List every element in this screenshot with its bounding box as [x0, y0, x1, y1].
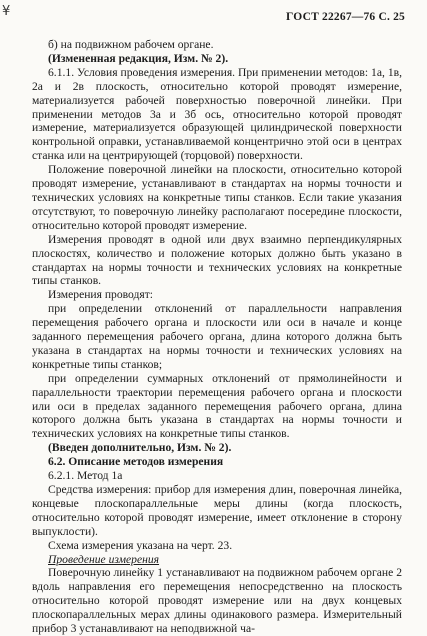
list-item-b: б) на подвижном рабочем органе. [48, 38, 214, 51]
document-body [32, 38, 402, 636]
paragraph-scheme: Схема измерения указана на черт. 23. [48, 538, 233, 552]
page-header: ГОСТ 22267—76 С. 25 [286, 11, 405, 23]
amendment-note-added: (Введен дополнительно, Изм. № 2). [48, 441, 232, 455]
paragraph-parallelism: при определении отклонений от параллельности направления перемещения рабочего органа и плоскости или оси в начале и конце заданного перемещения рабочего органа, длина которого должна быть указана в стандартах на нормы точности и технических условиях на конкретные типы станков; [32, 302, 402, 371]
subheading-procedure: Проведение измерения [48, 552, 160, 566]
amendment-note: (Измененная редакция, Изм. № 2). [48, 51, 229, 65]
paragraph-straightness: при определении суммарных отклонений от прямолинейности и параллельности траектории перемещения рабочего органа и плоскости или оси в пределах заданного перемещения рабочего органа, длина которого должна быть указана в стандартах на нормы точности и технических условиях на конкретные типы станков. [32, 371, 402, 441]
paragraph-ruler-position: Положение поверочной линейки на плоскости, относительно которой проводят измерение, устанавливают в стандартах на нормы точности и технических условиях на конкретные типы станков. Если такие указания отсутствуют, то поверочную линейку располагают посередине плоскости, относительно которой проводят измерение. [32, 163, 402, 232]
section-6-1-1: 6.1.1. Условия проведения измерения. При применении методов: 1а, 1в, 2а и 2в плоскость, относительно которой проводят измерение, материализуется рабочей поверхностью поверочной линейки. При применении методов 3а и 3б ось, относительно которой проводят измерение, материализуется образующей цилиндрической поверхности контрольной оправки, устанавливаемой концентрично этой оси в центрах станка или на центрирующей (торцовой) поверхности. [32, 65, 402, 163]
section-6-2-1-heading: 6.2.1. Метод 1а [48, 469, 123, 483]
paragraph-measurements-intro: Измерения проводят: [48, 288, 154, 302]
paragraph-measurement-planes: Измерения проводят в одной или двух взаимно перпендикулярных плоскостях, количество и положение которых должно быть указано в стандартах на нормы точности и технических условиях на конкретные типы станков. [32, 232, 402, 288]
paragraph-instruments: Средства измерения: прибор для измерения длин, поверочная линейка, концевые плоскопараллельные меры длины (когда плоскость, относительно которой проводят измерение, имеет отклонение в сторону выпуклости). [32, 483, 402, 538]
paragraph-procedure: Поверочную линейку 1 устанавливают на подвижном рабочем органе 2 вдоль направления его перемещения непосредственно на плоскость относительно которой проводят измерение или на двух концевых плоскопараллельных мерах длины одинакового размера. Измерительный прибор 3 устанавливают на неподвижной ча- [32, 566, 402, 636]
section-6-2-heading: 6.2. Описание методов измерения [48, 455, 224, 469]
corner-mark: ¥ [2, 4, 11, 19]
